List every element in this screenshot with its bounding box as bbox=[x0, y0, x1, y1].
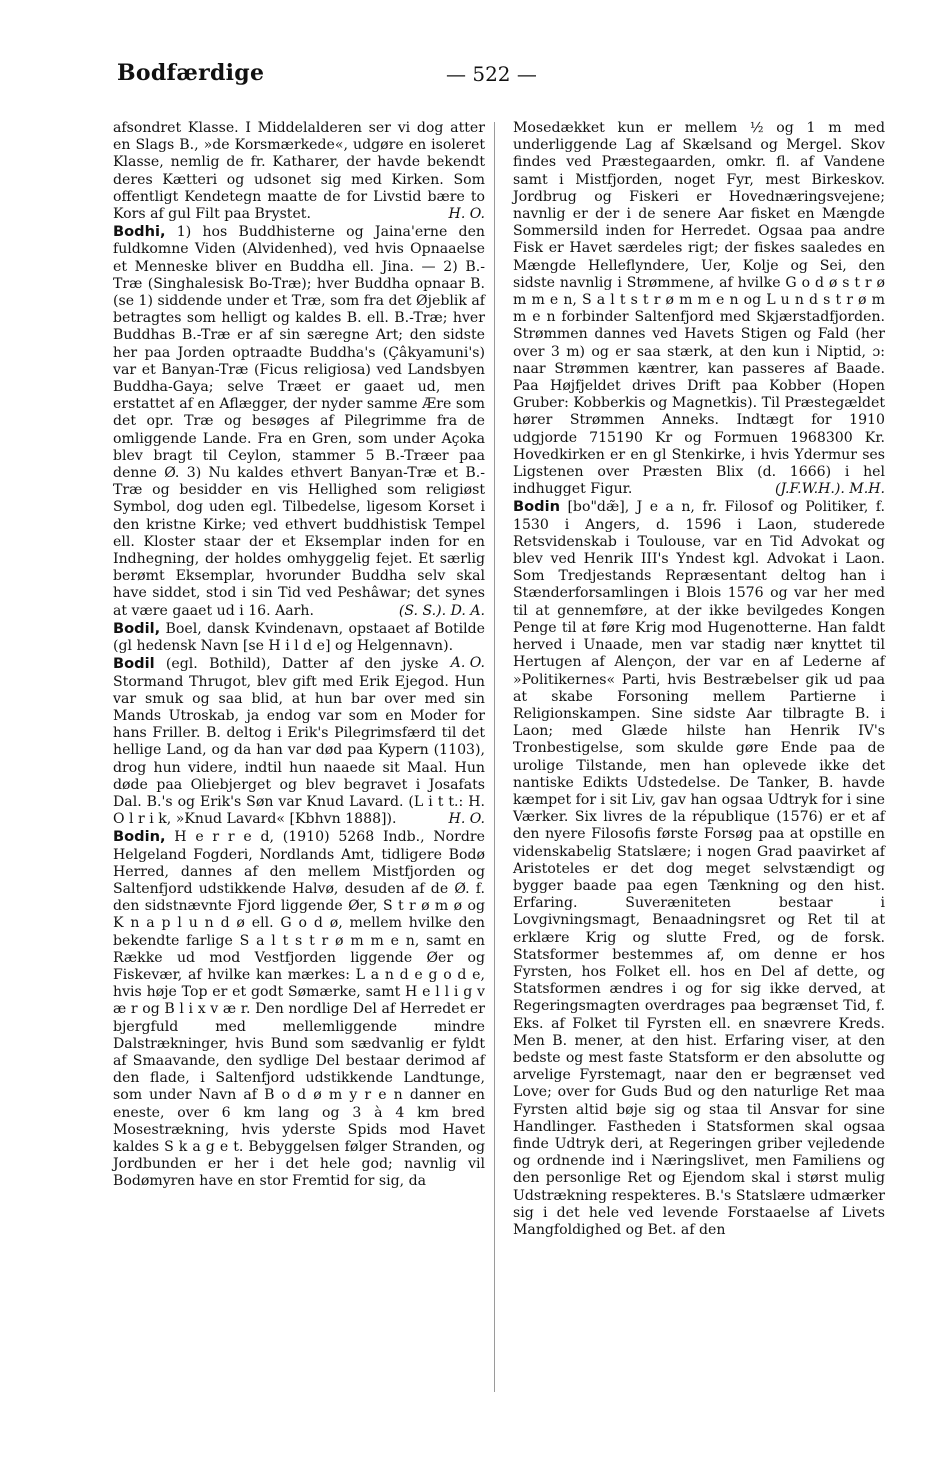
page-number: — 522 — bbox=[446, 62, 537, 86]
entry-text: H e r r e d, (1910) 5268 Indb., Nordre Helgeland Fogderi, Nordlands Amt, tidligere Bodø Herred, dannes af den mellem Mistfjorden og Saltenfjord udstikkende Halvø, desuden af de Ø. f. den sidstnævnte Fjord liggende Øer, S t r ø m ø og K n a p l u n d ø ell. G o d ø, mellem hvilke den bekendte farlige S a l t s t r ø m m e n, samt en Række ud mod Vestfjorden liggende Øer og Fiskevær, af hvilke kan mærkes: L a n d e g o d e, hvis høje Top er et godt Sømærke, samt H e l l i g v æ r og B l i x v æ r. Den nordlige Del af Herredet er bjergfuld med mellemliggende mindre Dalstrækninger, hvis Bund som sædvanlig er fyldt af Smaavande, den sydlige Del bestaar derimod af den flade, i Saltenfjord udstikkende Landtunge, som under Navn af B o d ø m y r e n danner en eneste, over 6 km lang og 3 à 4 km bred Mosestrækning, hvis yderste Spids mod Havet kaldes S k a g e t. Bebyggelsen følger Stranden, og Jordbunden er her i det hele god; navnlig vil Bodømyren have en stor Fremtid for sig, da bbox=[113, 829, 485, 1190]
paragraph-continuation: Mosedækket kun er mellem ½ og 1 m med underliggende Lag af Skælsand og Mergel. Skov findes ved Præstegaarden, omkr. fl. af Vandene samt i Mistfjorden, noget Fyr, mest Birkeskov. Jordbrug og Fiskeri er Hovednæringsvejene; navnlig er der i de senere Aar fisket en Mængde Sommersild inden for Herredet. Ogsaa paa andre Fisk er Havet særdeles rigt; der fiskes saaledes en Mængde Helleflyndere, Uer, Kolje og Sei, den sidste navnlig i Strømmene, af hvilke G o d ø s t r ø m m e n, S a l t s t r ø m m e n og L u n d s t r ø m m e n forbinder Saltenfjord med Skjærstadfjorden. Strømmen dannes ved Havets Stigen og Fald (her over 3 m) og er saa stærk, at den kun i Niptid, ɔ: naar Strømmen kæntrer, kan passeres af Baade. Paa Højfjeldet drives Drift paa Kobber (Hopen Gruber: Kobberkis og Magnetkis). Til Præstegældet hører Strømmen Anneks. Indtægt for 1910 udgjorde 715190 Kr og Formuen 1968300 Kr. Hovedkirken er en gl Stenkirke, i hvis Ydermur ses Ligstenen over Præsten Blix (d. 1666) i hel indhugget Figur. (J.F.W.H.). M.H. bbox=[513, 120, 885, 498]
entry-signature: A. O. bbox=[450, 655, 485, 672]
entry-headword: Bodin, bbox=[113, 828, 166, 846]
right-column bbox=[513, 120, 885, 1239]
entry-headword: Bodhi, bbox=[113, 223, 166, 241]
entry-text: Boel, dansk Kvindenavn, opstaaet af Botilde (gl hedensk Navn [se H i l d e] og Helgennavn). bbox=[113, 620, 485, 655]
entry-bodil-name bbox=[113, 619, 485, 672]
paragraph-continuation: afsondret Klasse. I Middelalderen ser vi dog atter en Slags B., »de Korsmærkede«, udgøre en isoleret Klasse, nemlig de fr. Katharer, der havde bekendt deres Kætteri og udsonet sig med Kirken. Som offentligt Kendetegn maatte de for Livstid bære to Kors af gul Filt paa Brystet. H. O. bbox=[113, 120, 485, 223]
left-column bbox=[113, 120, 485, 1191]
running-head: Bodfærdige bbox=[117, 60, 265, 86]
entry-bodin-herred bbox=[113, 828, 485, 1190]
column-divider bbox=[494, 122, 495, 1392]
entry-signature: (J.F.W.H.). M.H. bbox=[774, 481, 885, 498]
entry-text: (egl. Bothild), Datter af den jyske Stormand Thrugot, blev gift med Erik Ejegod. Hun var smuk og saa blid, at hun bar over med sin Mands Utroskab, ja endog var som en Moder for hans Friller. B. deltog i Erik's Pilegrimsfærd til det hellige Land, og da han var død paa Kypern (1103), drog hun videre, indtil hun naaede sit Maal. Hun døde paa Oliebjerget og blev begravet i Josafats Dal. B.'s og Erik's Søn var Knud Lavard. (L i t t.: H. O l r i k, »Knud Lavard« [Kbhvn 1888]). bbox=[113, 656, 485, 828]
entry-headword: Bodil bbox=[113, 655, 155, 673]
entry-text: [bo"dæ̃], J e a n, fr. Filosof og Politiker, f. 1530 i Angers, d. 1596 i Laon, studerede Retsvidenskab i Toulouse, var en Tid Advokat og blev ved Henrik III's Yndest kgl. Advokat i Laon. Som Tredjestands Repræsentant deltog han i Stænderforsamlingen i Blois 1576 og var her med til at gennemføre, at der ikke bevilgedes Kongen Penge til at føre Krig mod Hugenotterne. Han faldt herved i Unaade, men var stadig nær knyttet til Hertugen af Alençon, der var en af Lederne af »Politikernes« Parti, hvis Bestræbelser gik ud paa at skabe Forsoning mellem Partierne i Religionskampen. Sine sidste Aar tilbragte B. i Laon; med Glæde hilste han Henrik IV's Tronbestigelse, som skulde gøre Ende paa de urolige Tilstande, men han oplevede ikke det nantiske Edikts Udstedelse. De Tanker, B. havde kæmpet for i sit Liv, gav han ogsaa Udtryk for i sine Værker. Six livres de la république (1576) er et af den nyere Filosofis første Forsøg paa at opstille en videnskabelig Statslære; i nogen Grad paavirket af Aristoteles er det dog meget selvstændigt og bygger baade paa egen Tænkning og den hist. Erfaring. Suveræniteten bestaar i Lovgivningsmagt, Benaadningsret og Ret til at erklære Krig og slutte Fred, og de forsk. Statsformer bestemmes af, om denne er hos Fyrsten, hos Folket ell. hos en Del af dette, og Statsformen ændres i og for sig ikke derved, at Regeringsmagten overdrages paa begrænset Tid, f. Eks. af Folket til Fyrsten ell. en snævrere Kreds. Men B. mener, at den hist. Erfaring viser, at den bedste og mest faste Statsform er den absolutte og arvelige Fyrstemagt, naar den er begrænset ved Love; over for Guds Bud og den naturlige Ret maa Fyrsten altid bøje sig og staa til Ansvar for sine Handlinger. Fastheden i Statsformen skal ogsaa finde Udtryk deri, at Regeringen griber vejledende og ordnende ind i Næringslivet, men Familiens og den personlige Ret og Ejendom skal i størst mulig Udstrækning respekteres. B.'s Statslære udmærker sig i det hele ved levende Forstaaelse af Livets Mangfoldighed og Bet. af den bbox=[513, 499, 885, 1238]
entry-bodhi bbox=[113, 223, 485, 620]
entry-signature: H. O. bbox=[448, 206, 485, 223]
entry-bodin-jean bbox=[513, 498, 885, 1239]
entry-signature: (S. S.). D. A. bbox=[398, 602, 485, 619]
entry-text: 1) hos Buddhisterne og Jaina'erne den fuldkomne Viden (Alvidenhed), ved hvis Opnaaelse et Menneske bliver en Buddha ell. Jina. — 2) B.-Træ (Singhalesisk Bo-Træ); hver Buddha opnaar B. (se 1) siddende under et Træ, som fra det Øjeblik af betragtes som helligt og kaldes B. ell. B.-Træ; hver Buddhas B.-Træ er af sin særegne Art; den sidste her paa Jorden optraadte Buddha's (Çâkyamuni's) var et Banyan-Træ (Ficus religiosa) ved Landsbyen Buddha-Gaya; selve Træet er gaaet ud, men erstattet af en Aflægger, der nyder samme Ære som det opr. Træ og besøges af Pilegrimme fra de omliggende Lande. Fra en Gren, som under Açoka blev bragt til Ceylon, stammer 5 B.-Træer paa denne Ø. 3) Nu kaldes ethvert Banyan-Træ et B.-Træ og besidder en vis Hellighed som religiøst Symbol, dog uden egl. Tilbedelse, ligesom Korset i den kristne Kirke; ved ethvert buddhistisk Tempel ell. Kloster staar der et Eksemplar inden for en Indhegning, der holdes omhyggelig fejet. Et særlig berømt Eksemplar, hvorunder Buddha selv skal have siddet, stod i sin Tid ved Peshâwar; det synes at være gaaet ud i 16. Aarh. bbox=[113, 224, 485, 619]
entry-bodil-person bbox=[113, 655, 485, 828]
entry-headword: Bodil, bbox=[113, 619, 161, 637]
entry-headword: Bodin bbox=[513, 498, 560, 516]
entry-signature: H. O. bbox=[448, 811, 485, 828]
page-header bbox=[0, 58, 928, 98]
